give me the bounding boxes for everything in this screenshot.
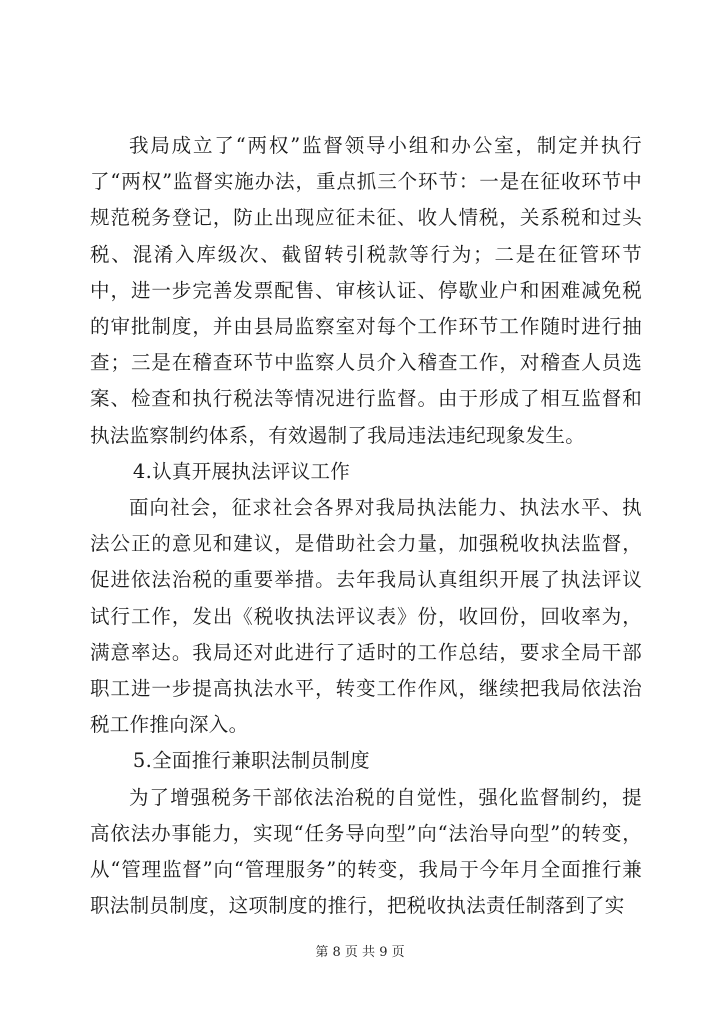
section-heading-4: 4.认真开展执法评议工作 (132, 459, 351, 483)
paragraph-legal-officer-system: 为了增强税务干部依法治税的自觉性，强化监督制约，提高依法办事能力，实现“任务导向型”向“法治导向型”的转变，从“管理监督”向“管理服务”的转变，我局于今年月全面推行兼职法制员制度，这项制度的推行，把税收执法责任制落到了实 (90, 785, 642, 918)
page-footer (0, 941, 720, 960)
paragraph-two-rights-supervision: 我局成立了“两权”监督领导小组和办公室，制定并执行了“两权”监督实施办法，重点抓三个环节：一是在征收环节中规范税务登记，防止出现应征未征、收人情税，关系税和过头税、混淆入库级次、截留转引税款等行为；二是在征管环节中，进一步完善发票配售、审核认证、停歇业户和困难减免税的审批制度，并由县局监察室对每个工作环节工作随时进行抽查；三是在稽查环节中监察人员介入稽查工作，对稽查人员选案、检查和执行税法等情况进行监督。由于形成了相互监督和执法监察制约体系，有效遏制了我局违法违纪现象发生。 (90, 134, 642, 447)
section-heading-5: 5.全面推行兼职法制员制度 (132, 749, 370, 773)
paragraph-enforcement-review: 面向社会，征求社会各界对我局执法能力、执法水平、执法公正的意见和建议，是借助社会力量，加强税收执法监督，促进依法治税的重要举措。去年我局认真组织开展了执法评议试行工作，发出《税收执法评议表》份，收回份，回收率为，满意率达。我局还对此进行了适时的工作总结，要求全局干部职工进一步提高执法水平，转变工作作风，继续把我局依法治税工作推向深入。 (90, 496, 642, 737)
document-body (90, 128, 642, 924)
page-number: 第 8 页 共 9 页 (315, 945, 405, 960)
